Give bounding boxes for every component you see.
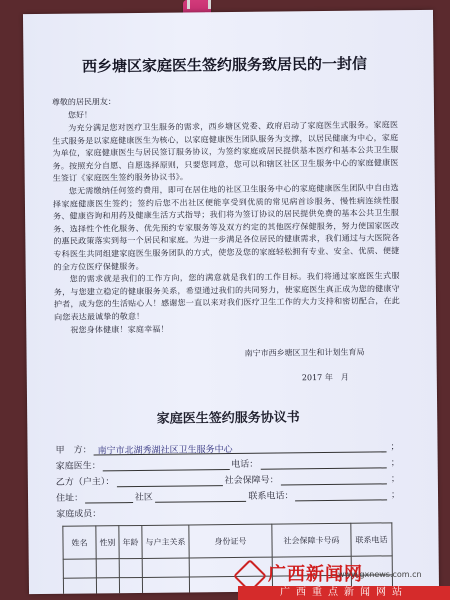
greeting: 您好！ bbox=[67, 110, 93, 120]
phone-field[interactable] bbox=[260, 456, 387, 469]
semicolon: ； bbox=[390, 474, 400, 485]
watermark-slogan: 广西重点新闻网站 bbox=[238, 586, 450, 600]
community-field[interactable] bbox=[155, 490, 247, 503]
members-table-header bbox=[63, 523, 392, 559]
salutation: 尊敬的居民朋友： bbox=[51, 97, 116, 107]
doctor-field[interactable] bbox=[103, 458, 230, 471]
column-header-social-card: 社会保障卡号码 bbox=[272, 523, 351, 557]
letter-paper bbox=[23, 10, 439, 594]
party-b-field[interactable] bbox=[116, 474, 222, 487]
semicolon: ； bbox=[390, 442, 400, 453]
column-header-gender: 性别 bbox=[96, 526, 119, 559]
letter-content bbox=[51, 52, 403, 594]
column-header-id: 身份证号 bbox=[189, 524, 272, 558]
watermark-site-name: 广西新闻网 bbox=[268, 564, 363, 585]
column-header-name: 姓名 bbox=[63, 526, 96, 559]
social-card-label: 社会保障号： bbox=[224, 475, 279, 487]
letter-title: 西乡塘区家庭医生签约服务致居民的一封信 bbox=[81, 54, 368, 76]
party-a-label: 甲 方： bbox=[55, 445, 92, 456]
contact-field[interactable] bbox=[295, 488, 387, 501]
semicolon: ； bbox=[390, 458, 400, 469]
doctor-label: 家庭医生： bbox=[55, 461, 101, 472]
members-label: 家庭成员： bbox=[56, 509, 102, 520]
signature-org: 南宁市西乡塘区卫生和计划生育局 bbox=[244, 347, 365, 358]
agreement-title: 家庭医生签约服务协议书 bbox=[156, 410, 300, 427]
semicolon: ； bbox=[390, 490, 401, 501]
column-header-phone: 联系电话 bbox=[351, 523, 392, 556]
address-label: 住址： bbox=[56, 493, 84, 504]
column-header-age: 年龄 bbox=[119, 526, 142, 559]
party-a-field[interactable]: 南宁市北湖秀湖社区卫生服务中心 bbox=[93, 440, 386, 455]
community-label: 社区 bbox=[134, 492, 153, 504]
letter-paragraph-2: 您无需缴纳任何签约费用，即可在居住地的社区卫生服务中心的家庭健康医生团队中自由选择家庭健康医生签约；签约后您不出社区便能享受到优质的常见病首诊服务、慢性病连续性服务、健康咨询和用药及健康生活方式指导；我们将为签订协议的居民提供免费的基本公共卫生服务、选择性个性化服务、优先预约专家服务等及双方约定的其他医疗保健服务，努力使国家医改的惠民政策落实到每一个居民和家庭。为进一步满足各位居民的健康需求，我们通过与大医院各专科医生共同组建家庭医生服务团队的方式，使您及您的家庭轻松拥有专业、安全、优质、便捷的全方位医疗保健服务。 bbox=[52, 183, 400, 272]
social-card-field[interactable] bbox=[281, 472, 387, 485]
news-watermark bbox=[238, 560, 450, 600]
party-b-label: 乙方（户主）： bbox=[55, 477, 115, 488]
column-header-relation: 与户主关系 bbox=[142, 525, 189, 558]
letter-paragraph-1: 为充分满足您对医疗卫生服务的需求，西乡塘区党委、政府启动了家庭医生式服务。家庭医生式服务是以家庭健康医生为核心，以家庭健康医生团队服务为支撑，以居民健康为中心，家庭为单位，家庭健康医生与居民签订服务协议，为签约家庭或居民提供基本医疗和基本公共卫生服务。按照充分自愿、自愿选择原则，只要您同意，您可以和辖区社区卫生服务中心的家庭健康医生签订《家庭医生签约服务协议书》。 bbox=[52, 120, 399, 184]
contact-label: 联系电话： bbox=[248, 491, 294, 502]
watermark-url: www.gxnews.com.cn bbox=[338, 570, 422, 579]
letter-paragraph-3: 您的需求就是我们的工作方向，您的满意就是我们的工作目标。我们将通过家庭医生式服务，与您建立稳定的健康服务关系，希望通过我们的共同努力，使家庭医生真正成为您的健康守护者，成为您的生活贴心人！感谢您一直以来对我们医疗卫生工作的大力支持和密切配合，在此向您表达最诚挚的敬意！ bbox=[53, 271, 401, 322]
phone-label: 电话： bbox=[231, 459, 259, 471]
letter-closing: 祝您身体健康！家庭幸福！ bbox=[70, 324, 169, 335]
signature-date: 2017 年 月 bbox=[301, 372, 349, 383]
address-field[interactable] bbox=[85, 491, 133, 503]
